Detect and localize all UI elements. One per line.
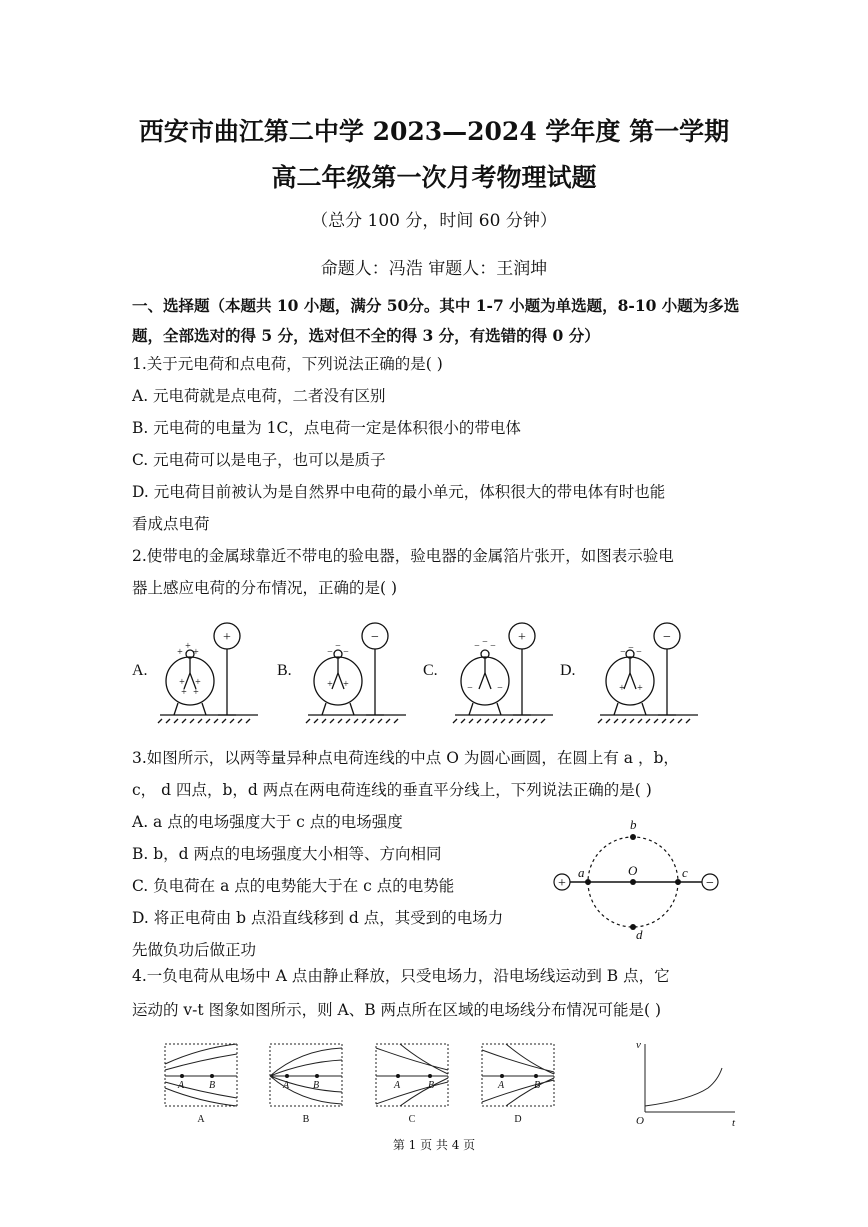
- svg-text:+: +: [327, 679, 333, 690]
- point-o-label: O: [628, 863, 638, 878]
- svg-text:−: −: [620, 647, 626, 658]
- svg-text:+: +: [179, 677, 185, 688]
- q4-field-figures: [160, 1040, 760, 1130]
- svg-text:+: +: [637, 683, 643, 694]
- fig-b-point-a: A: [283, 1080, 290, 1091]
- svg-text:+: +: [193, 647, 199, 658]
- q3-stem-line-2: c， d 四点，b，d 两点在两电荷连线的垂直平分线上，下列说法正确的是( ): [132, 781, 652, 799]
- page-footer: 第 1 页 共 4 页: [392, 1138, 476, 1152]
- subtitle: （总分 100 分，时间 60 分钟）: [311, 211, 557, 231]
- section-heading-line-1: 一、选择题（本题共 10 小题，满分 50分。其中 1-7 小题为单选题，8-10 小题为多选: [132, 296, 740, 315]
- electroscope-b: [306, 623, 406, 723]
- svg-text:+: +: [185, 641, 191, 652]
- svg-text:−: −: [335, 641, 341, 652]
- title-line-2: 高二年级第一次月考物理试题: [271, 163, 597, 192]
- svg-text:+: +: [343, 679, 349, 690]
- graph-origin-label: O: [636, 1115, 644, 1127]
- q4-stem-line-2: 运动的 v-t 图象如图所示，则 A、B 两点所在区域的电场线分布情况可能是( ): [132, 1001, 662, 1019]
- sphere-sign-a: +: [223, 630, 231, 645]
- q1-option-b: B. 元电荷的电量为 1C，点电荷一定是体积很小的带电体: [132, 419, 521, 437]
- q3-option-b: B. b，d 两点的电场强度大小相等、方向相同: [132, 845, 442, 863]
- svg-text:−: −: [474, 641, 480, 652]
- q2-electroscope-figure: [150, 615, 750, 725]
- fig-label-d: D: [514, 1114, 522, 1125]
- q3-circle-figure: [548, 815, 728, 945]
- q2-stem-line-2: 器上感应电荷的分布情况，正确的是( ): [132, 579, 398, 597]
- fig-d-point-b: B: [534, 1080, 541, 1091]
- graph-y-label: v: [636, 1040, 641, 1051]
- fig-c-point-a: A: [394, 1080, 401, 1091]
- svg-text:+: +: [177, 647, 183, 658]
- fig-d-point-a: A: [498, 1080, 505, 1091]
- q1-option-a: A. 元电荷就是点电荷，二者没有区别: [132, 387, 386, 405]
- svg-text:−: −: [327, 647, 333, 658]
- fig-label-a: A: [197, 1114, 205, 1125]
- q1-option-d-line-1: D. 元电荷目前被认为是自然界中电荷的最小单元，体积很大的带电体有时也能: [132, 483, 666, 501]
- fig-b-point-b: B: [313, 1080, 320, 1091]
- svg-text:+: +: [193, 687, 199, 698]
- q3-option-d-line-1: D. 将正电荷由 b 点沿直线移到 d 点，其受到的电场力: [132, 909, 504, 927]
- svg-text:−: −: [467, 683, 473, 694]
- electroscope-a: [158, 623, 258, 723]
- authors-line: 命题人：冯浩 审题人：王润坤: [320, 259, 548, 279]
- fig-label-c: C: [408, 1114, 416, 1125]
- svg-text:+: +: [181, 687, 187, 698]
- electroscope-c: [453, 623, 553, 723]
- fig-a-point-b: B: [209, 1080, 216, 1091]
- q2-label-c: C.: [423, 662, 438, 679]
- svg-text:+: +: [619, 683, 625, 694]
- q4-stem-line-1: 4.一负电荷从电场中 A 点由静止释放，只受电场力，沿电场线运动到 B 点，它: [132, 967, 670, 985]
- sphere-sign-d: −: [663, 630, 671, 645]
- q1-option-d-line-2: 看成点电荷: [132, 515, 210, 533]
- fig-a-point-a: A: [178, 1080, 185, 1091]
- svg-text:−: −: [636, 647, 642, 658]
- point-d-label: d: [636, 927, 643, 942]
- q2-label-d: D.: [560, 662, 576, 679]
- point-c-label: c: [682, 865, 688, 880]
- sphere-sign-c: +: [518, 630, 526, 645]
- point-b-label: b: [630, 817, 637, 832]
- q3-option-a: A. a 点的电场强度大于 c 点的电场强度: [132, 813, 403, 831]
- point-a-label: a: [578, 865, 585, 880]
- q2-label-b: B.: [277, 662, 292, 679]
- svg-text:−: −: [497, 683, 503, 694]
- left-charge-sign: +: [558, 876, 566, 891]
- q1-option-c: C. 元电荷可以是电子，也可以是质子: [132, 451, 386, 469]
- q3-stem-line-1: 3.如图所示，以两等量异种点电荷连线的中点 O 为圆心画圆，在圆上有 a ，b，: [132, 749, 679, 767]
- electroscope-d: [598, 623, 698, 723]
- svg-text:−: −: [482, 637, 488, 648]
- q1-stem: 1.关于元电荷和点电荷，下列说法正确的是( ): [132, 355, 443, 373]
- sphere-sign-b: −: [371, 630, 379, 645]
- right-charge-sign: −: [706, 876, 714, 891]
- fig-label-b: B: [302, 1114, 310, 1125]
- svg-text:−: −: [490, 641, 496, 652]
- q3-option-d-line-2: 先做负功后做正功: [132, 941, 257, 959]
- svg-text:+: +: [195, 677, 201, 688]
- graph-x-label: t: [732, 1117, 736, 1129]
- q2-label-a: A.: [132, 662, 148, 679]
- fig-c-point-b: B: [428, 1080, 435, 1091]
- section-heading-line-2: 题，全部选对的得 5 分，选对但不全的得 3 分，有选错的得 0 分）: [132, 326, 600, 345]
- q3-option-c: C. 负电荷在 a 点的电势能大于在 c 点的电势能: [132, 877, 455, 895]
- svg-text:−: −: [343, 647, 349, 658]
- title-line-1: 西安市曲江第二中学 2023—2024 学年度 第一学期: [138, 117, 730, 146]
- svg-text:−: −: [628, 643, 634, 654]
- q2-stem-line-1: 2.使带电的金属球靠近不带电的验电器，验电器的金属箔片张开，如图表示验电: [132, 547, 674, 565]
